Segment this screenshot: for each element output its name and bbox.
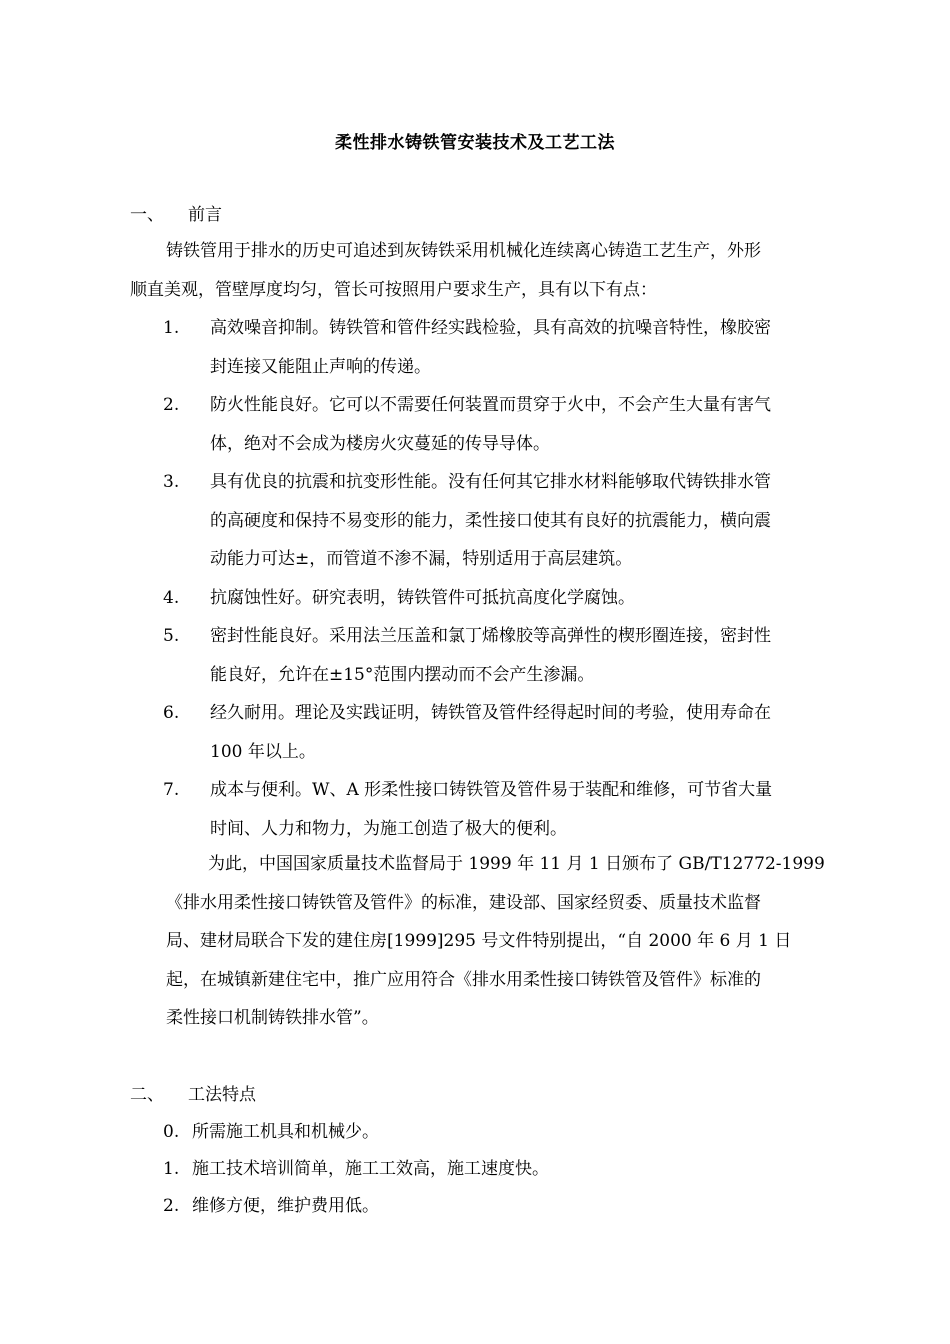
advantages-list <box>163 309 843 848</box>
item-line: 具有优良的抗震和抗变形性能。没有任何其它排水材料能够取代铸铁排水管 <box>210 472 771 492</box>
intro-line-2: 顺直美观，管壁厚度均匀，管长可按照用户要求生产，具有以下有点： <box>130 280 657 300</box>
list-item <box>163 694 843 771</box>
closing-line-4: 起，在城镇新建住宅中，推广应用符合《排水用柔性接口铸铁管及管件》标准的 <box>166 970 761 990</box>
closing-line-2: 《排水用柔性接口铸铁管及管件》的标准，建设部、国家经贸委、质量技术监督 <box>166 893 761 913</box>
section-1-title: 前言 <box>188 205 222 225</box>
item-line: 能良好，允许在±15°范围内摆动而不会产生渗漏。 <box>210 664 595 685</box>
list-item <box>163 386 843 463</box>
item-text: 维修方便，维护费用低。 <box>192 1196 379 1216</box>
item-line: 100 年以上。 <box>210 741 316 762</box>
features-list <box>163 1114 843 1225</box>
item-line: 经久耐用。理论及实践证明，铸铁管及管件经得起时间的考验，使用寿命在 <box>210 703 771 723</box>
intro-line-1: 铸铁管用于排水的历史可追述到灰铸铁采用机械化连续离心铸造工艺生产，外形 <box>166 241 761 261</box>
list-item <box>163 1151 843 1188</box>
item-number: 6. <box>163 703 180 723</box>
item-number: 2. <box>163 395 180 415</box>
item-line: 体，绝对不会成为楼房火灾蔓延的传导导体。 <box>210 433 550 454</box>
section-2-heading <box>130 1082 256 1108</box>
list-item <box>163 309 843 386</box>
item-line: 动能力可达±，而管道不渗不漏，特别适用于高层建筑。 <box>210 549 633 569</box>
item-line: 抗腐蚀性好。研究表明，铸铁管件可抵抗高度化学腐蚀。 <box>210 587 635 608</box>
item-line: 高效噪音抑制。铸铁管和管件经实践检验，具有高效的抗噪音特性，橡胶密 <box>210 318 771 338</box>
list-item <box>163 617 843 694</box>
item-number: 1. <box>163 1159 180 1179</box>
item-line: 的高硬度和保持不易变形的能力，柔性接口使其有良好的抗震能力，横向震 <box>210 510 771 531</box>
section-1-heading <box>130 202 222 228</box>
closing-line-1: 为此，中国国家质量技术监督局于 1999 年 11 月 1 日颁布了 GB/T12772-1999 <box>208 854 825 874</box>
section-1-number: 一、 <box>130 205 164 225</box>
item-number: 7. <box>163 780 180 800</box>
list-item <box>163 579 843 618</box>
item-text: 所需施工机具和机械少。 <box>192 1122 379 1142</box>
item-number: 3. <box>163 472 180 492</box>
item-line: 成本与便利。W、A 形柔性接口铸铁管及管件易于装配和维修，可节省大量 <box>210 780 773 800</box>
item-number: 4. <box>163 587 180 608</box>
list-item <box>163 771 843 848</box>
item-line: 密封性能良好。采用法兰压盖和氯丁烯橡胶等高弹性的楔形圈连接，密封性 <box>210 626 771 646</box>
section-2-title: 工法特点 <box>188 1085 256 1105</box>
item-line: 防火性能良好。它可以不需要任何装置而贯穿于火中，不会产生大量有害气 <box>210 395 771 415</box>
list-item <box>163 463 843 579</box>
list-item <box>163 1188 843 1225</box>
item-text: 施工技术培训简单，施工工效高，施工速度快。 <box>192 1159 549 1179</box>
item-line: 时间、人力和物力，为施工创造了极大的便利。 <box>210 818 567 839</box>
item-line: 封连接又能阻止声响的传递。 <box>210 356 431 377</box>
document-title: 柔性排水铸铁管安装技术及工艺工法 <box>335 133 615 153</box>
item-number: 0. <box>163 1122 180 1142</box>
section-2-number: 二、 <box>130 1085 164 1105</box>
closing-line-3: 局、建材局联合下发的建住房[1999]295 号文件特别提出，“自 2000 年 6 月 1 日 <box>166 931 792 951</box>
item-number: 2. <box>163 1196 180 1216</box>
list-item <box>163 1114 843 1151</box>
item-number: 1. <box>163 318 180 338</box>
item-number: 5. <box>163 626 180 646</box>
closing-line-5: 柔性接口机制铸铁排水管”。 <box>166 1008 379 1028</box>
